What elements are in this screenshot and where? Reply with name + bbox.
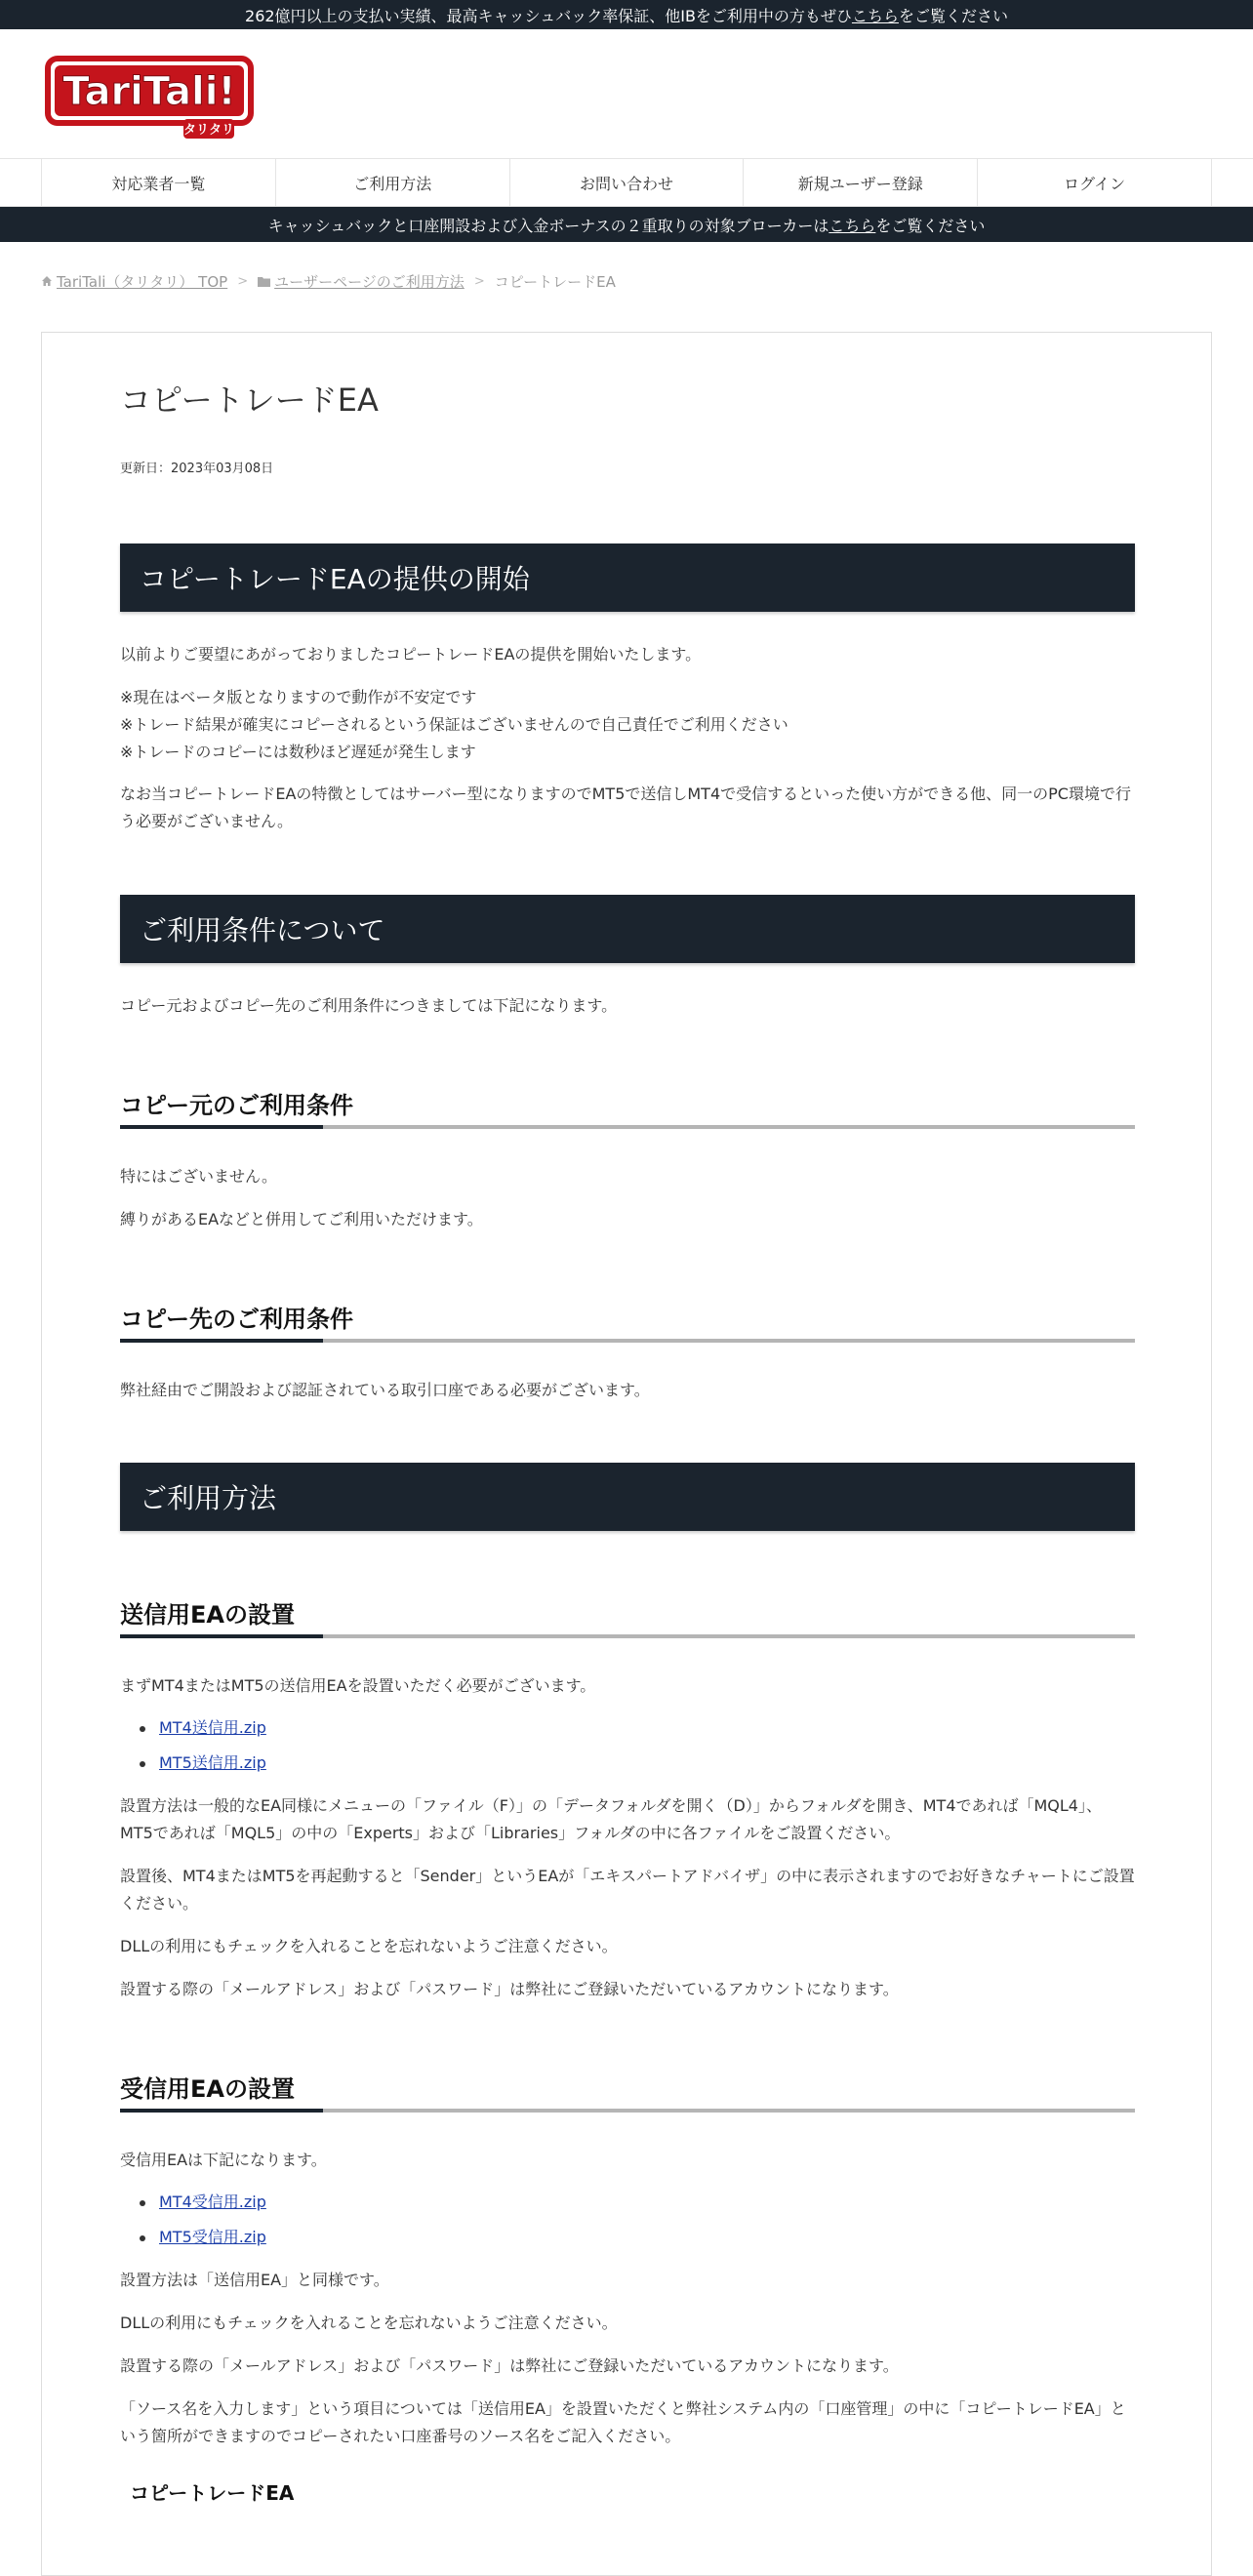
paragraph: 「ソース名を入力します」という項目については「送信用EA」を設置いただくと弊社システム内の「口座管理」の中に「コピートレードEA」と (120, 2399, 1126, 2418)
paragraph: まずMT4またはMT5の送信用EAを設置いただく必要がございます。 (120, 1676, 596, 1695)
page-title: コピートレードEA (120, 382, 379, 419)
site-header (0, 29, 1253, 158)
article-card (41, 332, 1212, 2576)
paragraph: コピー元およびコピー先のご利用条件につきましては下記になります。 (120, 996, 618, 1015)
nav-item-brokers[interactable]: 対応業者一覧 (42, 159, 276, 206)
folder-icon (258, 276, 270, 287)
notice-bar (0, 207, 1253, 242)
paragraph: 設置する際の「メールアドレス」および「パスワード」は弊社にご登録いただいているアカウントになります。 (120, 2356, 899, 2375)
heading-underline-accent (120, 1634, 323, 1638)
download-link-mt5-receiver[interactable]: MT5受信用.zip (159, 2228, 266, 2246)
subsection-heading-receiver (120, 2070, 1135, 2113)
heading-underline-accent (120, 2109, 323, 2113)
download-link-mt4-sender[interactable]: MT4送信用.zip (159, 1718, 266, 1737)
section-heading-start: コピートレードEAの提供の開始 (120, 543, 1135, 612)
paragraph: 以前よりご要望にあがっておりましたコピートレードEAの提供を開始いたします。 (120, 645, 702, 664)
top-announcement-text: 262億円以上の支払い実績、最高キャッシュバック率保証、他IBをご利用中の方もぜひ (245, 6, 852, 25)
nav-item-usage[interactable]: ご利用方法 (276, 159, 510, 206)
paragraph: 設置方法は一般的なEA同様にメニューの「ファイル（F）」の「データフォルダを開く（D）」からフォルダを開き、MT4であれば「MQL4」、 (120, 1796, 1102, 1815)
note-line: ※現在はベータ版となりますので動作が不安定です (120, 688, 477, 706)
download-link-mt5-sender[interactable]: MT5送信用.zip (159, 1753, 266, 1772)
paragraph: う必要がございません。 (120, 812, 293, 830)
top-announcement-bar (0, 0, 1253, 29)
top-announcement-text-end: をご覧ください (898, 6, 1008, 25)
notice-text-end: をご覧ください (875, 216, 986, 235)
heading-underline-accent (120, 1125, 323, 1129)
paragraph: 設置する際の「メールアドレス」および「パスワード」は弊社にご登録いただいているアカウントになります。 (120, 1980, 899, 1998)
notice-text: キャッシュバックと口座開設および入金ボーナスの２重取りの対象ブローカーは (267, 216, 829, 235)
breadcrumb (41, 269, 616, 293)
paragraph: 縛りがあるEAなどと併用してご利用いただけます。 (120, 1210, 483, 1228)
list-item (159, 2224, 266, 2251)
subsection-heading-destination (120, 1300, 1135, 1343)
top-announcement-link[interactable]: こちら (851, 6, 899, 25)
download-link-mt4-receiver[interactable]: MT4受信用.zip (159, 2193, 266, 2211)
paragraph: いう箇所ができますのでコピーされたい口座番号のソース名をご記入ください。 (120, 2427, 681, 2445)
paragraph: DLLの利用にもチェックを入れることを忘れないようご注意ください。 (120, 2314, 618, 2332)
paragraph: 特にはございません。 (120, 1167, 277, 1186)
subsection-heading-text: 受信用EAの設置 (120, 2075, 295, 2103)
note-line: ※トレードのコピーには数秒ほど遅延が発生します (120, 743, 476, 761)
list-item (159, 1714, 266, 1742)
notice-link[interactable]: こちら (829, 216, 876, 235)
paragraph: 設置方法は「送信用EA」と同様です。 (120, 2271, 389, 2289)
section-heading-usage: ご利用方法 (120, 1463, 1135, 1531)
logo-sub-text: タリタリ (182, 123, 235, 138)
subsection-heading-text: 送信用EAの設置 (120, 1601, 295, 1629)
paragraph: DLLの利用にもチェックを入れることを忘れないようご注意ください。 (120, 1937, 618, 1955)
site-logo[interactable] (45, 55, 254, 154)
global-nav (0, 158, 1253, 207)
subsection-heading-text: コピー元のご利用条件 (120, 1092, 354, 1119)
minor-heading: コピートレードEA (130, 2481, 295, 2505)
breadcrumb-current: コピートレードEA (494, 272, 616, 291)
paragraph: ください。 (120, 1894, 199, 1912)
note-line: ※トレード結果が確実にコピーされるという保証はございませんので自己責任でご利用ください (120, 715, 788, 734)
list-item (159, 2189, 266, 2216)
heading-underline-accent (120, 1339, 323, 1343)
subsection-heading-sender (120, 1595, 1135, 1638)
list-item (159, 1750, 266, 1777)
subsection-heading-text: コピー先のご利用条件 (120, 1306, 354, 1333)
chevron-right-icon: > (237, 273, 249, 289)
paragraph: 設置後、MT4またはMT5を再起動すると「Sender」というEAが「エキスパートアドバイザ」の中に表示されますのでお好きなチャートにご設置 (120, 1867, 1135, 1885)
paragraph: 弊社経由でご開設および認証されている取引口座である必要がございます。 (120, 1381, 650, 1399)
paragraph: MT5であれば「MQL5」の中の「Experts」および「Libraries」フォルダの中に各ファイルをご設置ください。 (120, 1824, 901, 1842)
nav-item-login[interactable]: ログイン (978, 159, 1212, 206)
paragraph: なお当コピートレードEAの特徴としてはサーバー型になりますのでMT5で送信しMT4で受信するといった使い方ができる他、同一のPC環境で行 (120, 785, 1131, 803)
breadcrumb-category-link[interactable]: ユーザーページのご利用方法 (274, 272, 465, 291)
breadcrumb-home-link[interactable]: TariTali（タリタリ） TOP (57, 272, 228, 291)
section-heading-conditions: ご利用条件について (120, 895, 1135, 963)
nav-item-contact[interactable]: お問い合わせ (510, 159, 745, 206)
nav-item-register[interactable]: 新規ユーザー登録 (744, 159, 978, 206)
chevron-right-icon: > (473, 273, 485, 289)
subsection-heading-source (120, 1086, 1135, 1129)
paragraph: 受信用EAは下記になります。 (120, 2151, 327, 2169)
updated-date: 更新日：2023年03月08日 (120, 462, 274, 476)
logo-main-text: TariTali! (62, 69, 236, 114)
home-icon (41, 275, 53, 287)
